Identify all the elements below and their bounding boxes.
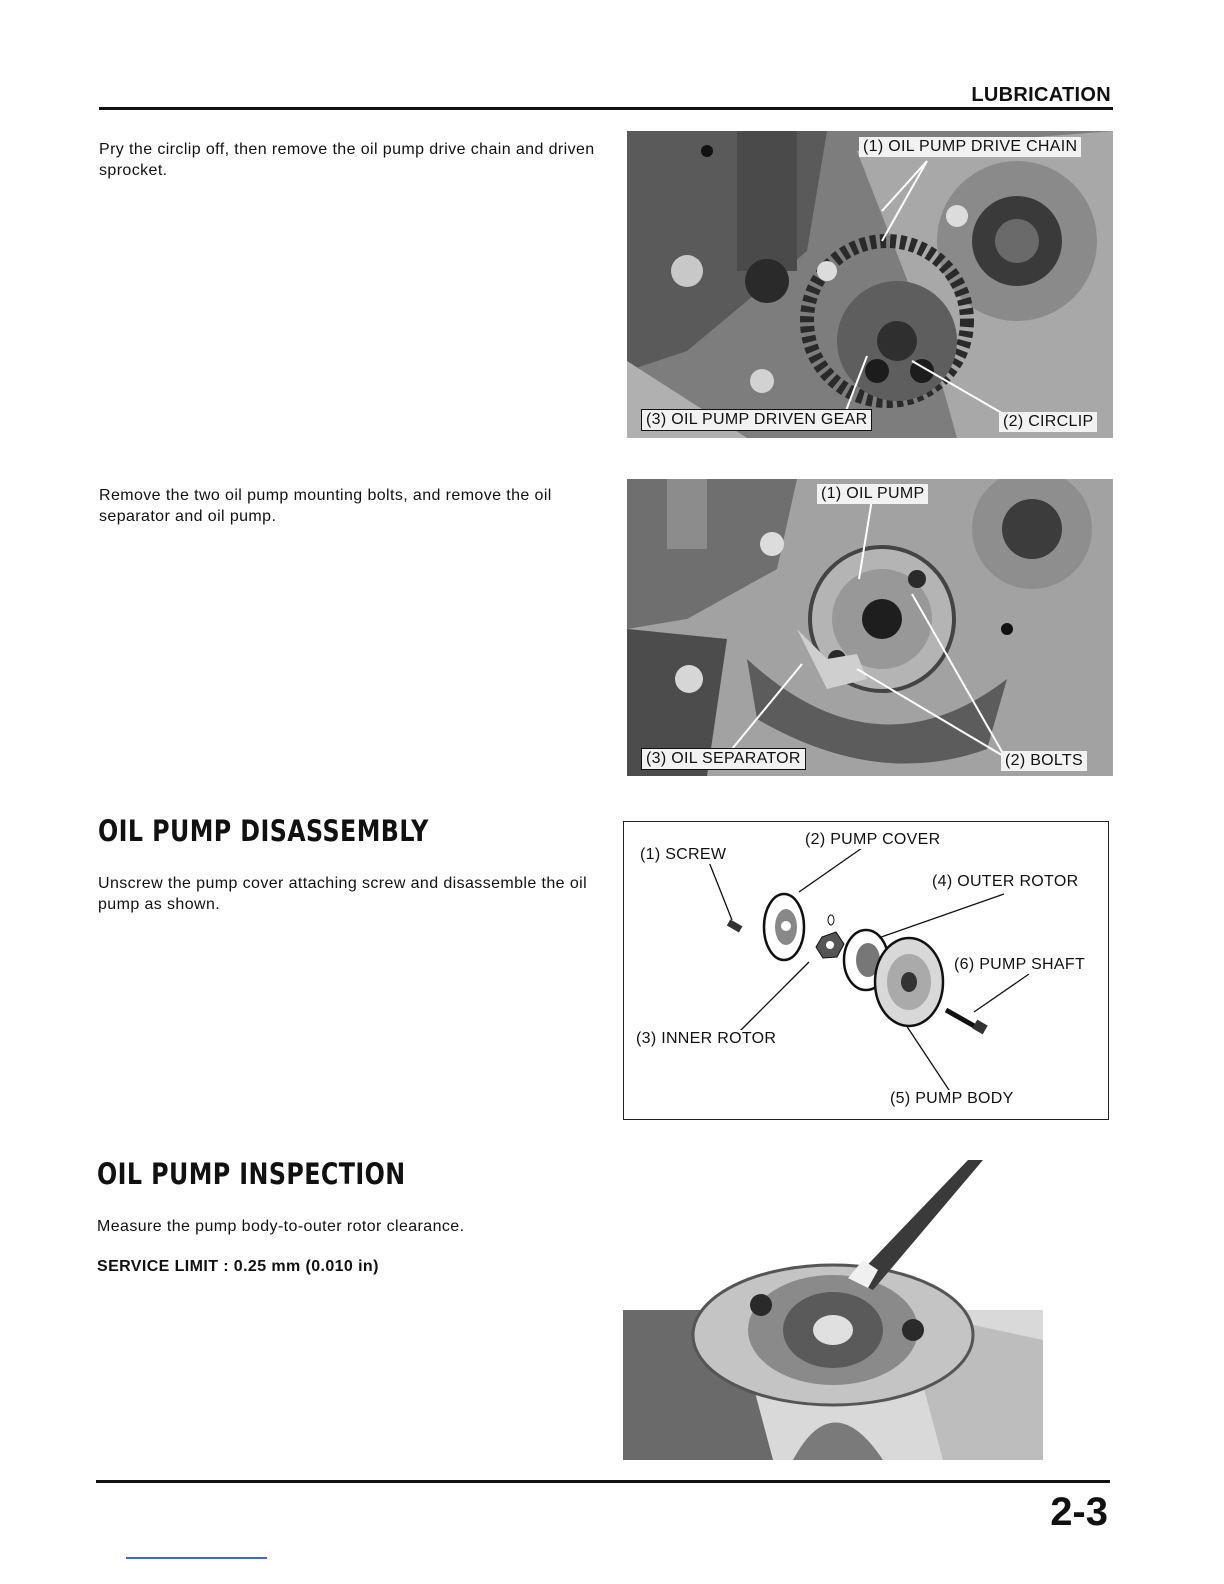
callout-oil-separator: (3) OIL SEPARATOR [641,748,806,770]
photo-drive-chain [627,131,1113,438]
label-pump-cover: (2) PUMP COVER [805,831,941,848]
label-outer-rotor: (4) OUTER ROTOR [932,873,1079,890]
inspection-heading: OIL PUMP INSPECTION [97,1157,406,1191]
callout-circlip: (2) CIRCLIP [999,412,1097,432]
step2-instruction: Remove the two oil pump mounting bolts, and remove the oil separator and oil pump. [99,487,552,525]
label-pump-shaft: (6) PUMP SHAFT [954,956,1086,973]
section-title: LUBRICATION [971,84,1111,106]
step1-instruction: Pry the circlip off, then remove the oil pump drive chain and driven sprocket. [99,141,595,179]
callout-oil-pump: (1) OIL PUMP [817,484,928,504]
page-number: 2-3 [1050,1490,1108,1534]
disassembly-instruction: Unscrew the pump cover attaching screw and disassemble the oil pump as shown. [98,875,588,913]
footer-rule [96,1480,1110,1483]
disassembly-heading: OIL PUMP DISASSEMBLY [98,814,429,848]
oil-pump-exploded-diagram [623,821,1109,1120]
header-rule [99,107,1113,110]
callout-oil-pump-driven-gear: (3) OIL PUMP DRIVEN GEAR [641,409,872,431]
decorative-blue-line [126,1557,267,1559]
label-pump-body: (5) PUMP BODY [890,1090,1014,1107]
label-inner-rotor: (3) INNER ROTOR [636,1030,777,1047]
photo-oil-pump-mounted [627,479,1113,776]
service-limit-spec: SERVICE LIMIT : 0.25 mm (0.010 in) [97,1258,379,1275]
callout-bolts: (2) BOLTS [1001,751,1087,771]
inspection-instruction: Measure the pump body-to-outer rotor clearance. [97,1218,465,1235]
callout-oil-pump-drive-chain: (1) OIL PUMP DRIVE CHAIN [859,137,1081,157]
label-screw: (1) SCREW [640,846,727,863]
photo-clearance-measurement [623,1160,1043,1460]
